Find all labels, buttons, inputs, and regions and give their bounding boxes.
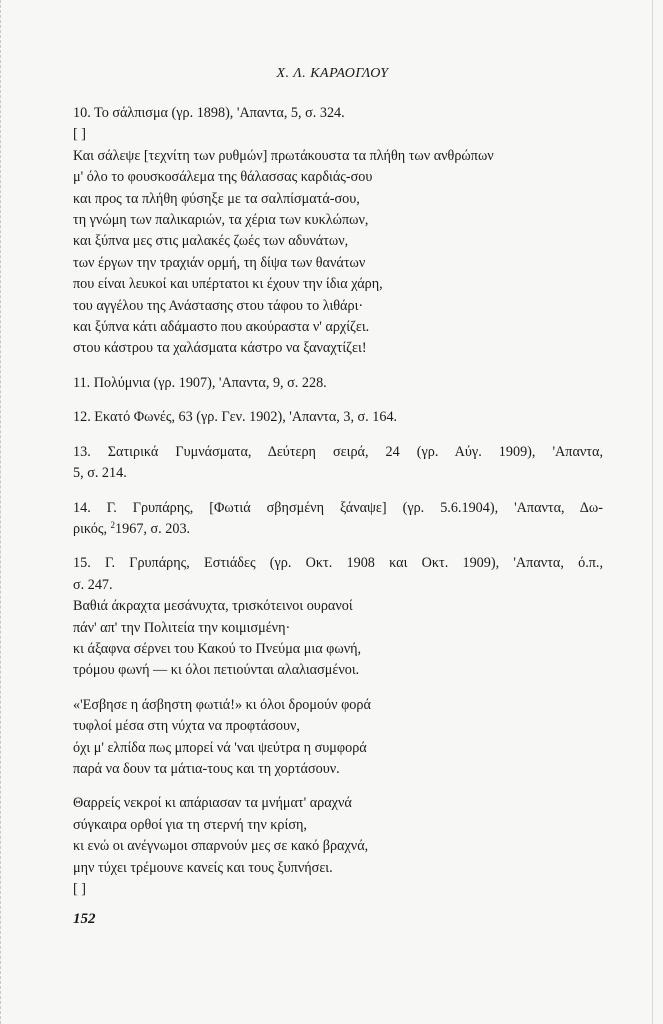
verse-line: και ξύπνα κάτι αδάμαστο που ακούραστα ν' αρχίζει. <box>73 319 370 336</box>
verse-line: τρόμου φωνή — κι όλοι πετιούνται αλαλιασμένοι. <box>73 662 360 679</box>
verse-line: μην τύχει τρέμουνε κανείς και τους ξυπνήσει. <box>73 859 333 876</box>
page-number: 152 <box>73 911 96 927</box>
notes-body <box>73 103 603 900</box>
note-15-line-1: 15. Γ. Γρυπάρης, Εστιάδες (γρ. Οκτ. 1908 και Οκτ. 1909), 'Απαντα, ό.π., <box>73 555 603 572</box>
verse-line: Βαθιά άκραχτα μεσάνυχτα, τρισκότεινοι ουρανοί <box>73 598 353 615</box>
verse-line: και ξύπνα μες στις μαλακές ζωές των αδυνάτων, <box>73 233 349 250</box>
note-13-line-1: 13. Σατιρικά Γυμνάσματα, Δεύτερη σειρά, 24 (γρ. Αύγ. 1909), 'Απαντα, <box>73 443 603 460</box>
note-13-line-2: 5, σ. 214. <box>73 465 127 482</box>
running-header: Χ. Λ. ΚΑΡΑΟΓΛΟΥ <box>276 66 389 81</box>
note-10-reference: 10. Το σάλπισμα (γρ. 1898), 'Απαντα, 5, σ. 324. <box>73 105 345 121</box>
note-13 <box>73 442 603 485</box>
note-14-line-2-text: ρικός, <box>73 520 111 537</box>
note-15-omission-bracket: [ ] <box>73 881 86 897</box>
note-15 <box>73 553 603 900</box>
verse-line: του αγγέλου της Ανάστασης στου τάφου το λιθάρι· <box>73 297 364 314</box>
note-11: 11. Πολύμνια (γρ. 1907), 'Απαντα, 9, σ. 228. <box>73 374 327 391</box>
verse-line: όχι μ' ελπίδα πως μπορεί νά 'ναι ψεύτρα η συμφορά <box>73 739 367 756</box>
note-14-line-2 <box>73 519 603 540</box>
page-edge <box>652 0 653 1024</box>
verse-line: που είναι λευκοί και υπέρτατοι κι έχουν την ίδια χάρη, <box>73 276 383 293</box>
note-14-line-1: 14. Γ. Γρυπάρης, [Φωτιά σβησμένη ξάναψε] (γρ. 5.6.1904), 'Απαντα, Δω- <box>73 499 603 516</box>
verse-line: κι ενώ οι ανέγνωμοι σπαρνούν μες σε κακό βραχνά, <box>73 838 369 855</box>
verse-line: τυφλοί μέσα στη νύχτα να προφτάσουν, <box>73 718 300 735</box>
verse-line: παρά να δουν τα μάτια-τους και τη χορτάσουν. <box>73 760 340 777</box>
verse-line: κι άξαφνα σέρνει του Κακού το Πνεύμα μια φωνή, <box>73 640 362 657</box>
verse-line: στου κάστρου τα χαλάσματα κάστρο να ξαναχτίζει! <box>73 340 367 357</box>
note-14 <box>73 498 603 541</box>
verse-line: και προς τα πλήθη φύσηξε με τα σαλπίσματά-σου, <box>73 190 360 207</box>
verse-line: πάν' απ' την Πολιτεία την κοιμισμένη· <box>73 619 291 636</box>
note-15-line-2: σ. 247. <box>73 576 113 593</box>
verse-line: των έργων την τραχιάν ορμή, τη δίψα των θανάτων <box>73 254 366 271</box>
note-10 <box>73 103 603 360</box>
note-14-line-2-rest: 1967, σ. 203. <box>115 520 191 537</box>
verse-line: Και σάλεψε [τεχνίτη των ρυθμών] πρωτάκουστα τα πλήθη των ανθρώπων <box>73 147 494 164</box>
note-12: 12. Εκατό Φωνές, 63 (γρ. Γεν. 1902), 'Απαντα, 3, σ. 164. <box>73 409 398 426</box>
verse-line: μ' όλο το φουσκοσάλεμα της θάλασσας καρδιάς-σου <box>73 169 373 186</box>
verse-line: «'Εσβησε η άσβηστη φωτιά!» κι όλοι δρομούν φορά <box>73 696 371 713</box>
note-10-omission-bracket: [ ] <box>73 126 86 143</box>
verse-line: Θαρρείς νεκροί κι απάριασαν τα μνήματ' αραχνά <box>73 795 352 812</box>
edition-superscript: 2 <box>110 519 116 530</box>
verse-line: τη γνώμη των παλικαριών, τα χέρια των κυκλώπων, <box>73 212 369 229</box>
verse-line: σύγκαιρα ορθοί για τη στερνή την κρίση, <box>73 816 307 833</box>
